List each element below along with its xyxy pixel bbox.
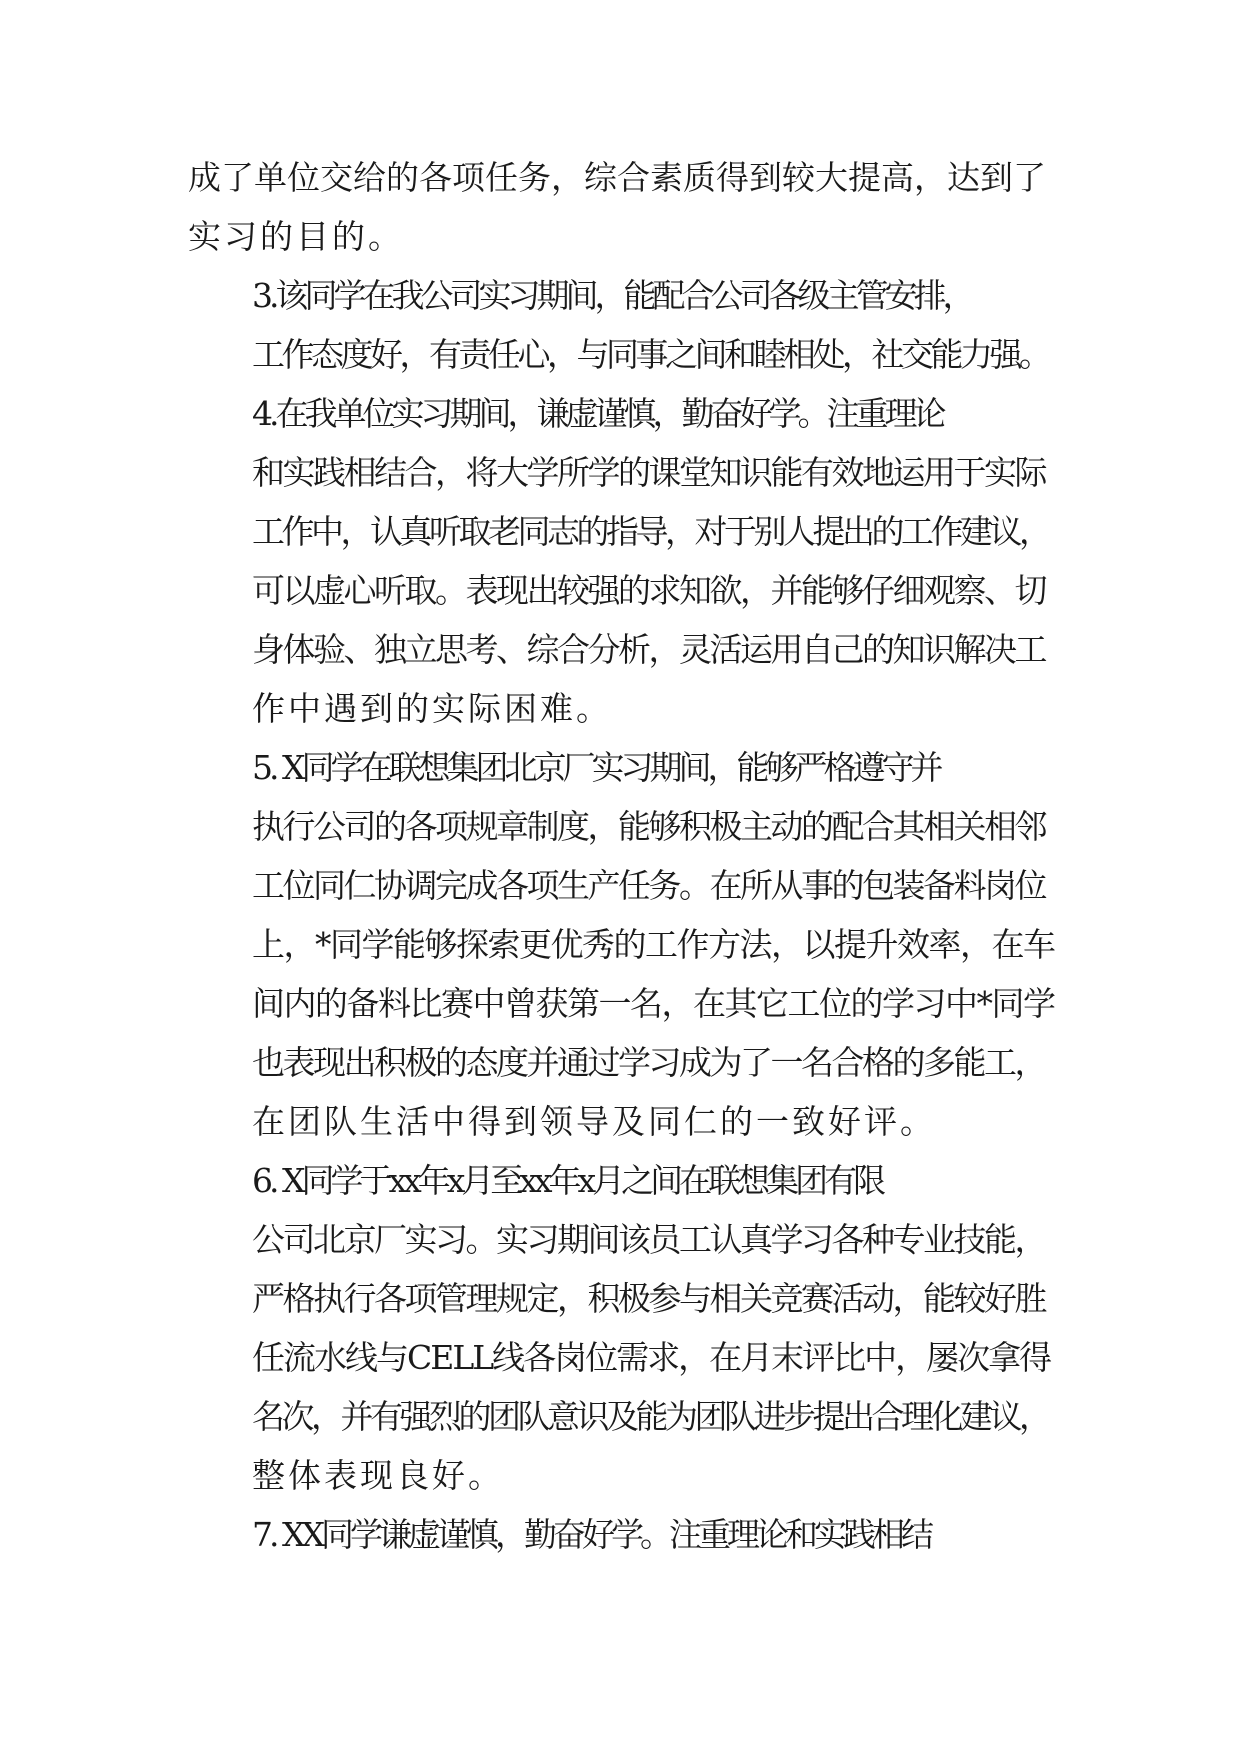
text-line: 成了单位交给的各项任务，综合素质得到较大提高，达到了 bbox=[188, 158, 1046, 197]
text-line: 可以虚心听取。表现出较强的求知欲，并能够仔细观察、切 bbox=[252, 571, 1045, 610]
text-line: 作中遇到的实际困难。 bbox=[252, 689, 612, 728]
paragraph-3 bbox=[188, 384, 1056, 738]
paragraph-4 bbox=[188, 738, 1056, 1151]
text-line: 任流水线与CELL线各岗位需求，在月末评比中，屡次拿得 bbox=[252, 1338, 1051, 1377]
text-line: 执行公司的各项规章制度，能够积极主动的配合其相关相邻 bbox=[252, 807, 1045, 846]
text-line: 工位同仁协调完成各项生产任务。在所从事的包装备料岗位 bbox=[252, 866, 1045, 905]
text-line: 整体表现良好。 bbox=[252, 1456, 504, 1495]
text-line: 公司北京厂实习。实习期间该员工认真学习各种专业技能， bbox=[252, 1220, 1045, 1259]
text-line: 3.该同学在我公司实习期间，能配合公司各级主管安排， bbox=[252, 276, 972, 315]
text-line: 在团队生活中得到领导及同仁的一致好评。 bbox=[252, 1102, 936, 1141]
text-line: 间内的备料比赛中曾获第一名，在其它工位的学习中*同学 bbox=[252, 984, 1055, 1023]
text-line: 工作态度好，有责任心，与同事之间和睦相处，社交能力强。 bbox=[252, 335, 1049, 374]
document-body bbox=[188, 148, 1056, 1564]
text-line: 名次，并有强烈的团队意识及能为团队进步提出合理化建议， bbox=[252, 1397, 1049, 1436]
text-line: 严格执行各项管理规定，积极参与相关竞赛活动，能较好胜 bbox=[252, 1279, 1045, 1318]
text-line: 上，*同学能够探索更优秀的工作方法，以提升效率，在车 bbox=[252, 925, 1055, 964]
paragraph-2 bbox=[188, 266, 1056, 384]
text-line: 工作中，认真听取老同志的指导，对于别人提出的工作建议， bbox=[252, 512, 1049, 551]
text-line: 4.在我单位实习期间，谦虚谨慎，勤奋好学。注重理论 bbox=[252, 394, 943, 433]
text-line: 和实践相结合，将大学所学的课堂知识能有效地运用于实际 bbox=[252, 453, 1045, 492]
paragraph-1 bbox=[188, 148, 1056, 266]
text-line: 5. X同学在联想集团北京厂实习期间，能够严格遵守并 bbox=[252, 748, 940, 787]
text-line: 身体验、独立思考、综合分析，灵活运用自己的知识解决工 bbox=[252, 630, 1045, 669]
paragraph-5 bbox=[188, 1151, 1056, 1505]
text-line: 实习的目的。 bbox=[188, 217, 404, 256]
paragraph-6 bbox=[188, 1505, 1056, 1564]
text-line: 7. XX同学谦虚谨慎，勤奋好学。注重理论和实践相结 bbox=[252, 1515, 930, 1554]
text-line: 也表现出积极的态度并通过学习成为了一名合格的多能工， bbox=[252, 1043, 1045, 1082]
text-line: 6. X同学于xx年x月至xx年x月之间在联想集团有限 bbox=[252, 1161, 883, 1200]
